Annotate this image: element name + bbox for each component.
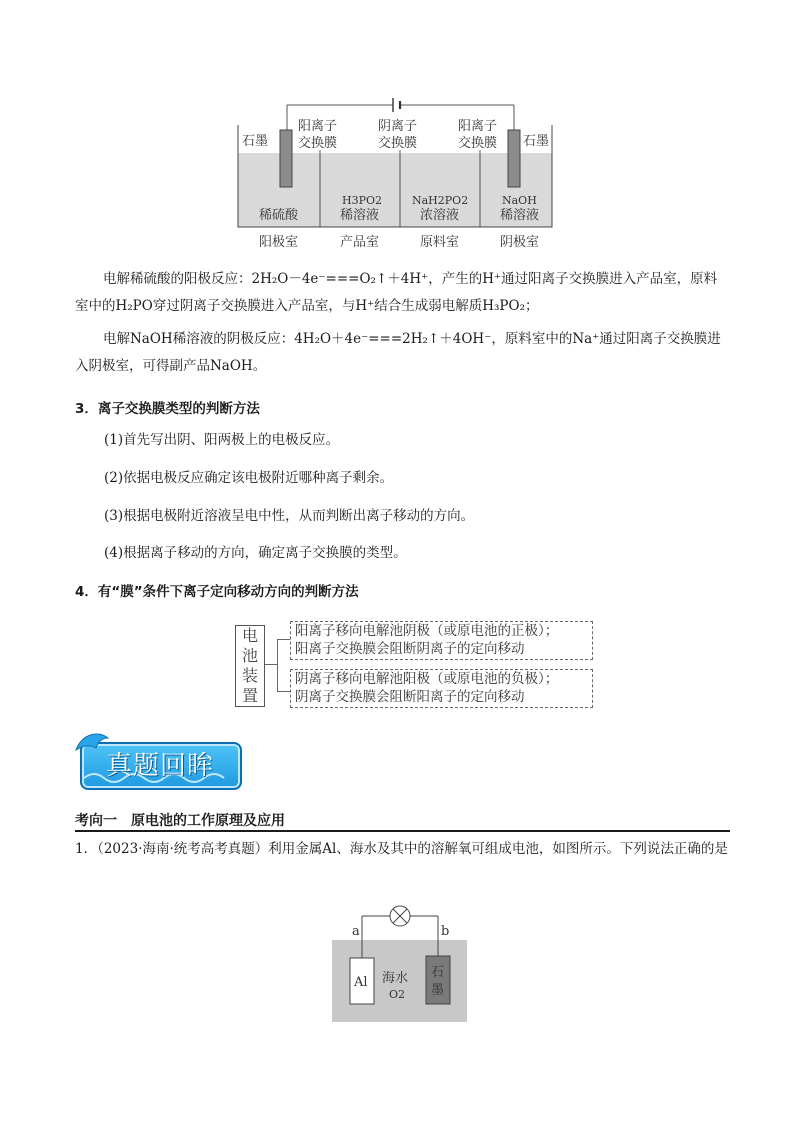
label-room-raw: 原料室 <box>420 235 460 250</box>
electrolysis-cell-diagram <box>230 95 560 255</box>
label-seawater: 海水 <box>382 971 409 986</box>
label-room-anode: 阳极室 <box>259 235 299 250</box>
label-graphite-line1: 石 <box>431 965 445 980</box>
label-membrane1-line2: 交换膜 <box>298 136 338 151</box>
flowchart-side-label: 电 池 装 置 <box>235 625 265 707</box>
label-room-product: 产品室 <box>340 235 380 250</box>
flowchart-box-anion: 阴离子移向电解池阳极（或原电池的负极）； 阴离子交换膜会阻断阳离子的定向移动 <box>290 669 593 708</box>
label-solution-3-name: 浓溶液 <box>420 208 460 223</box>
label-solution-1: 稀硫酸 <box>259 208 299 223</box>
list-item: (4)根据离子移动的方向，确定离子交换膜的类型。 <box>104 545 407 561</box>
heading-section-3: 3．离子交换膜类型的判断方法 <box>75 401 260 417</box>
label-graphite-left: 石墨 <box>242 134 269 149</box>
label-membrane3-line2: 交换膜 <box>458 136 498 151</box>
flowchart-box-cation: 阳离子移向电解池阴极（或原电池的正极）； 阳离子交换膜会阻断阴离子的定向移动 <box>290 621 593 660</box>
label-solution-2-name: 稀溶液 <box>340 208 380 223</box>
label-b: b <box>441 924 450 939</box>
al-seawater-cell-diagram <box>330 898 470 1024</box>
banner-title: 真题回眸 <box>106 751 215 781</box>
label-graphite-right: 石墨 <box>523 134 550 149</box>
label-a: a <box>352 924 360 939</box>
label-solution-4-name: 稀溶液 <box>500 208 540 223</box>
section-divider <box>75 830 730 832</box>
section-banner <box>72 728 242 790</box>
question-1-text: 1．（2023·海南·统考高考真题）利用金属Al、海水及其中的溶解氧可组成电池，如图所示。下列说法正确的是 <box>75 841 728 857</box>
label-electrode-al: Al <box>354 975 368 990</box>
section-title: 考向一 原电池的工作原理及应用 <box>75 813 285 829</box>
label-room-cathode: 阴极室 <box>500 235 540 250</box>
heading-section-4: 4．有“膜”条件下离子定向移动方向的判断方法 <box>75 584 359 600</box>
paragraph-anode-reaction: 电解稀硫酸的阳极反应：2H₂O－4e⁻===O₂↑＋4H⁺，产生的H⁺通过阳离子交换膜进入产品室，原料室中的H₂PO穿过阴离子交换膜进入产品室，与H⁺结合生成弱电解质H₃PO₂； <box>75 271 718 314</box>
paragraph-cathode-reaction: 电解NaOH稀溶液的阴极反应：4H₂O＋4e⁻===2H₂↑＋4OH⁻，原料室中的Na⁺通过阳离子交换膜进入阴极室，可得副产品NaOH。 <box>75 331 721 374</box>
label-membrane1-line1: 阳离子 <box>298 119 338 134</box>
label-membrane2-line1: 阴离子 <box>378 119 418 134</box>
label-solution-3-formula: NaH2PO2 <box>412 194 469 207</box>
label-solution-4-formula: NaOH <box>502 194 537 207</box>
label-membrane3-line1: 阳离子 <box>458 119 498 134</box>
label-oxygen: O2 <box>389 988 406 1001</box>
ion-migration-flowchart <box>235 617 595 712</box>
label-graphite-line2: 墨 <box>431 983 445 998</box>
list-item: (2)依据电极反应确定该电极附近哪种离子剩余。 <box>104 470 394 486</box>
label-solution-2-formula: H3PO2 <box>342 194 383 207</box>
label-membrane2-line2: 交换膜 <box>378 136 418 151</box>
list-item: (1)首先写出阴、阳两极上的电极反应。 <box>104 432 340 448</box>
list-item: (3)根据电极附近溶液呈电中性，从而判断出离子移动的方向。 <box>104 508 475 524</box>
